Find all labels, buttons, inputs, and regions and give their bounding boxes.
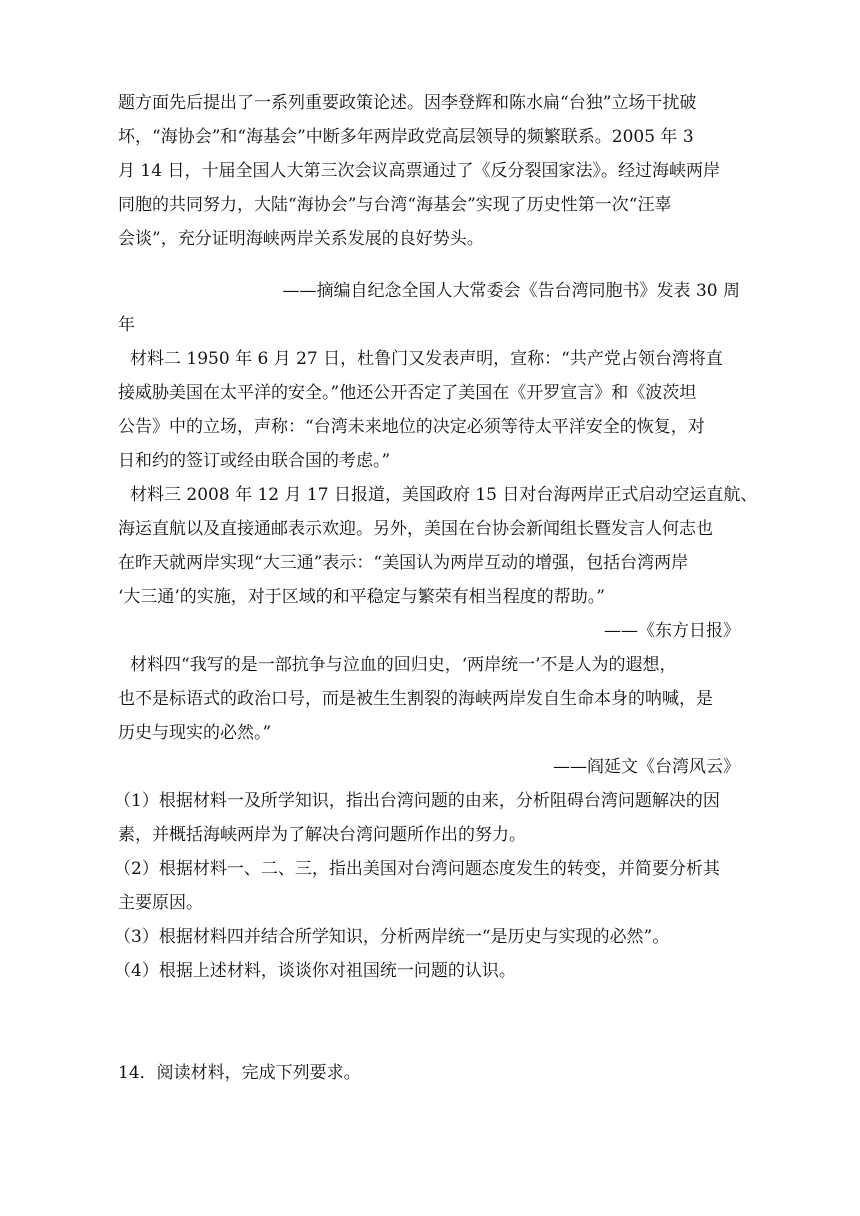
material1-line-4: 同胞的共同努力，大陆“海协会”与台湾“海基会”实现了历史性第一次“汪辜 — [118, 195, 672, 215]
material3-line-2: 海运直航以及直接通邮表示欢迎。另外，美国在台协会新闻组长暨发言人何志也 — [118, 519, 713, 539]
material2-line-3: 公告》中的立场，声称：“台湾未来地位的决定必须等待太平洋安全的恢复，对 — [118, 417, 705, 437]
question-2-line-1: （2）根据材料一、二、三，指出美国对台湾问题态度发生的转变，并简要分析其 — [114, 859, 720, 879]
next-question-heading: 14．阅读材料，完成下列要求。 — [118, 1063, 361, 1083]
question-4: （4）根据上述材料，谈谈你对祖国统一问题的认识。 — [114, 961, 516, 981]
material1-line-1: 题方面先后提出了一系列重要政策论述。因李登辉和陈水扁“台独”立场干扰破 — [118, 93, 697, 113]
question-2-line-2: 主要原因。 — [118, 893, 203, 913]
material1-source-wrap: 年 — [118, 315, 135, 335]
material1-line-3: 月 14 日，十届全国人大第三次会议高票通过了《反分裂国家法》。经过海峡两岸 — [118, 161, 720, 181]
material3-line-3: 在昨天就两岸实现“大三通”表示：“美国认为两岸互动的增强，包括台湾两岸 — [118, 553, 689, 573]
material3-line-1: 材料三 2008 年 12 月 17 日报道，美国政府 15 日对台海两岸正式启动空运直航、 — [130, 485, 758, 505]
material2-line-4: 日和约的签订或经由联合国的考虑。” — [118, 451, 391, 471]
material2-line-2: 接威胁美国在太平洋的安全。”他还公开否定了美国在《开罗宣言》和《波茨坦 — [118, 383, 697, 403]
question-1-line-2: 素，并概括海峡两岸为了解决台湾问题所作出的努力。 — [118, 825, 526, 845]
question-1-line-1: （1）根据材料一及所学知识，指出台湾问题的由来，分析阻碍台湾问题解决的因 — [114, 791, 720, 811]
material4-line-1: 材料四“我写的是一部抗争与泣血的回归史，‘两岸统一’不是人为的遐想， — [130, 655, 677, 675]
material4-line-2: 也不是标语式的政治口号，而是被生生割裂的海峡两岸发自生命本身的呐喊，是 — [118, 689, 713, 709]
material4-line-3: 历史与现实的必然。” — [118, 723, 272, 743]
question-3: （3）根据材料四并结合所学知识，分析两岸统一“是历史与实现的必然”。 — [114, 927, 670, 947]
material1-line-5: 会谈”，充分证明海峡两岸关系发展的良好势头。 — [118, 229, 484, 249]
material1-source: ——摘编自纪念全国人大常委会《告台湾同胞书》发表 30 周 — [282, 281, 740, 301]
material1-line-2: 坏，“海协会”和“海基会”中断多年两岸政党高层领导的频繁联系。2005 年 3 — [118, 127, 694, 147]
material2-line-1: 材料二 1950 年 6 月 27 日，杜鲁门又发表声明，宣称：“共产党占领台湾将直 — [130, 349, 723, 369]
material4-source: ——阎延文《台湾风云》 — [553, 757, 740, 777]
material3-source: ——《东方日报》 — [604, 621, 740, 641]
material3-line-4: ‘大三通’的实施，对于区域的和平稳定与繁荣有相当程度的帮助。” — [118, 587, 605, 607]
